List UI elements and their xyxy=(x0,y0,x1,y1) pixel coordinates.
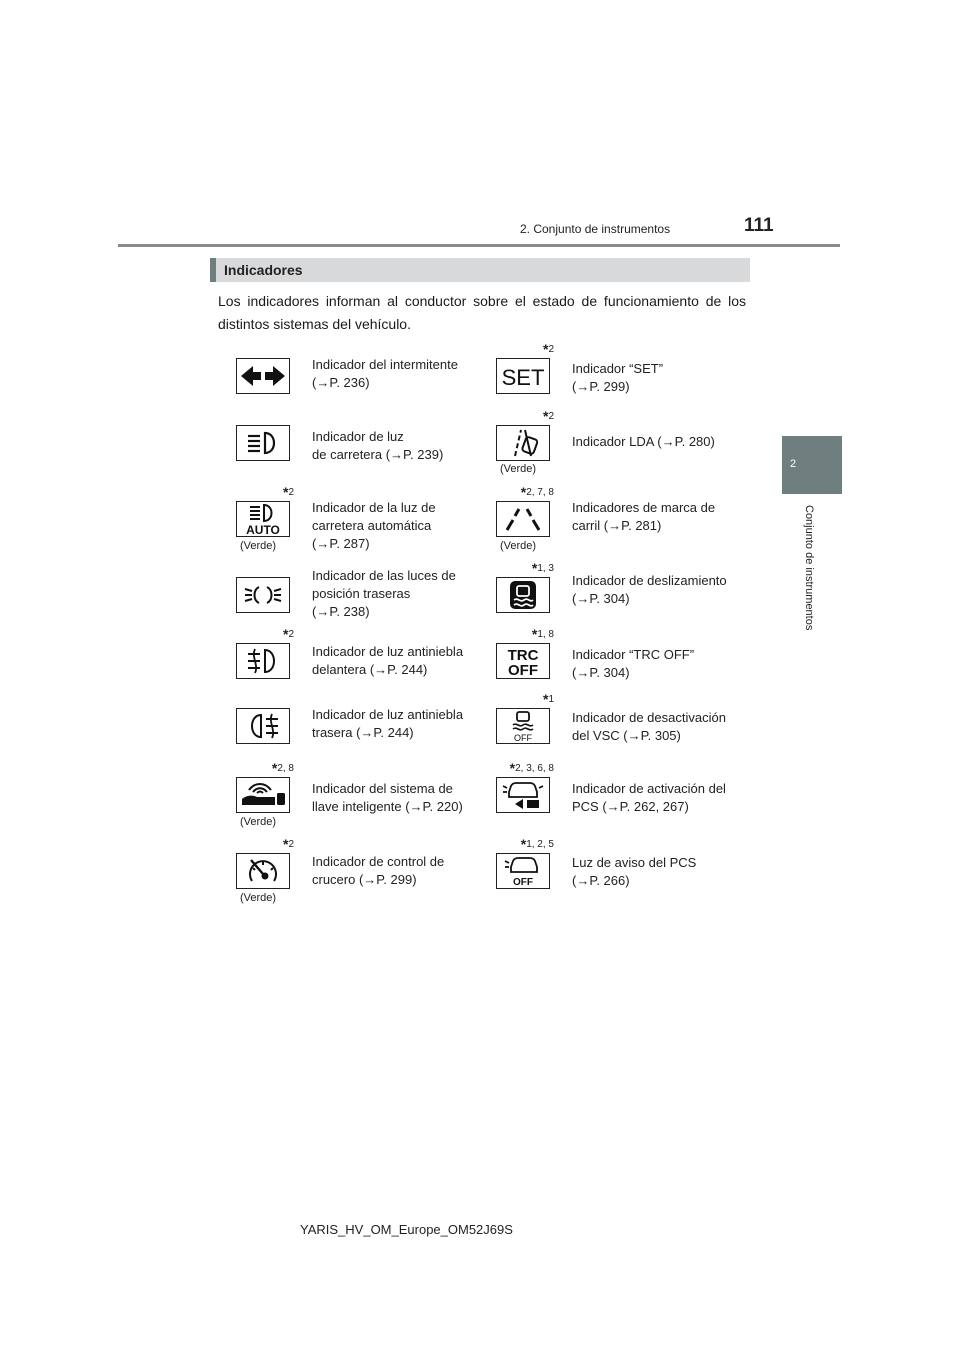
desc-line: PCS (→P. 262, 267) xyxy=(572,799,689,814)
desc-line: carril (→P. 281) xyxy=(572,518,662,533)
desc-front-fog xyxy=(312,643,480,679)
desc-line: Indicador de la luz de xyxy=(312,500,436,515)
desc-line: llave inteligente (→P. 220) xyxy=(312,799,463,814)
desc-line: del VSC (→P. 305) xyxy=(572,728,681,743)
slip-icon xyxy=(496,577,550,613)
page-number: 111 xyxy=(744,215,774,236)
header-rule xyxy=(118,244,840,247)
note-marker: *2, 3, 6, 8 xyxy=(509,760,554,776)
auto-high-beam-icon xyxy=(236,501,290,537)
note-number: 2, 3, 6, 8 xyxy=(515,763,554,774)
turn-signal-icon xyxy=(236,358,290,394)
desc-line: (→P. 238) xyxy=(312,604,370,619)
color-note: (Verde) xyxy=(240,540,277,552)
vsc-off-icon xyxy=(496,708,550,744)
trc-off-icon xyxy=(496,643,550,679)
pcs-icon xyxy=(496,777,550,813)
desc-line: (→P. 304) xyxy=(572,665,630,680)
pcs-off-label: OFF xyxy=(513,877,533,887)
desc-tail-lights xyxy=(312,567,480,621)
desc-line: Indicador “SET” xyxy=(572,361,664,376)
note-number: 2 xyxy=(288,839,294,850)
set-label: SET xyxy=(501,365,545,390)
pcs-warning-icon xyxy=(496,853,550,889)
desc-line: crucero (→P. 299) xyxy=(312,872,417,887)
trc-label: TRC xyxy=(507,647,539,664)
desc-line: posición traseras xyxy=(312,586,411,601)
color-note: (Verde) xyxy=(500,540,537,552)
document-code: YARIS_HV_OM_Europe_OM52J69S xyxy=(300,1222,513,1237)
note-number: 2 xyxy=(548,344,554,355)
desc-line: Indicadores de marca de xyxy=(572,500,716,515)
auto-label: AUTO xyxy=(246,523,280,535)
off-label: OFF xyxy=(508,662,538,677)
running-header: 2. Conjunto de instrumentos xyxy=(520,222,671,236)
desc-line: Luz de aviso del PCS xyxy=(572,855,697,870)
desc-pcs xyxy=(572,780,742,816)
note-marker: *1, 2, 5 xyxy=(520,836,554,852)
note-marker: *1, 3 xyxy=(531,560,554,576)
desc-line: Indicador del sistema de xyxy=(312,781,453,796)
note-marker: *2, 7, 8 xyxy=(520,484,554,500)
color-note: (Verde) xyxy=(500,463,537,475)
desc-line: trasera (→P. 244) xyxy=(312,725,414,740)
desc-line: carretera automática xyxy=(312,518,432,533)
desc-slip xyxy=(572,572,742,608)
color-note: (Verde) xyxy=(240,816,277,828)
section-intro: Los indicadores informan al conductor sobre el estado de funcionamiento de los distintos sistemas del vehículo. xyxy=(218,293,746,332)
note-marker: *2 xyxy=(282,626,294,642)
front-fog-icon xyxy=(236,643,290,679)
note-marker: *1 xyxy=(542,691,554,707)
desc-lda xyxy=(572,433,742,451)
high-beam-icon xyxy=(236,425,290,461)
desc-pcs-warning xyxy=(572,854,742,890)
desc-line: Indicador de luz antiniebla xyxy=(312,644,464,659)
note-number: 1, 2, 5 xyxy=(526,839,554,850)
desc-lane-markers xyxy=(572,499,742,535)
note-number: 2 xyxy=(288,629,294,640)
note-number: 2, 8 xyxy=(277,763,294,774)
note-number: 2 xyxy=(548,411,554,422)
color-note: (Verde) xyxy=(240,892,277,904)
cruise-control-icon xyxy=(236,853,290,889)
desc-line: de carretera (→P. 239) xyxy=(312,447,444,462)
desc-line: Indicador de desactivación xyxy=(572,710,726,725)
note-number: 2, 7, 8 xyxy=(526,487,554,498)
note-marker: *2 xyxy=(282,484,294,500)
tail-light-icon xyxy=(236,577,290,613)
desc-line: Indicador de activación del xyxy=(572,781,726,796)
vsc-off-label: OFF xyxy=(514,733,532,742)
note-marker: *2, 8 xyxy=(271,760,294,776)
desc-line: (→P. 304) xyxy=(572,591,630,606)
lda-icon xyxy=(496,425,550,461)
desc-line: Indicador de las luces de xyxy=(312,568,456,583)
desc-line: Indicador de luz xyxy=(312,429,404,444)
desc-cruise-control xyxy=(312,853,480,889)
desc-rear-fog xyxy=(312,706,480,742)
note-marker: *2 xyxy=(542,408,554,424)
smart-key-icon xyxy=(236,777,290,813)
note-number: 1, 3 xyxy=(537,563,554,574)
desc-line: Indicador LDA (→P. 280) xyxy=(572,434,715,449)
desc-vsc-off xyxy=(572,709,742,745)
desc-line: (→P. 287) xyxy=(312,536,370,551)
note-number: 1, 8 xyxy=(537,629,554,640)
desc-line: Indicador de deslizamiento xyxy=(572,573,727,588)
desc-high-beam xyxy=(312,428,480,464)
lane-marker-icon xyxy=(496,501,550,537)
rear-fog-icon xyxy=(236,708,290,744)
desc-line: (→P. 236) xyxy=(312,375,370,390)
desc-set xyxy=(572,360,742,396)
note-marker: *1, 8 xyxy=(531,626,554,642)
section-title: Indicadores xyxy=(224,262,303,278)
desc-line: (→P. 266) xyxy=(572,873,630,888)
desc-turn-signal xyxy=(312,356,480,392)
note-marker: *2 xyxy=(282,836,294,852)
chapter-tab-number: 2 xyxy=(790,458,797,470)
desc-line: Indicador de control de xyxy=(312,854,445,869)
desc-line: delantera (→P. 244) xyxy=(312,662,428,677)
desc-trc-off xyxy=(572,646,742,682)
desc-auto-high-beam xyxy=(312,499,480,553)
note-number: 1 xyxy=(548,694,554,705)
note-number: 2 xyxy=(288,487,294,498)
desc-line: Indicador del intermitente xyxy=(312,357,458,372)
set-icon xyxy=(496,358,550,394)
desc-line: (→P. 299) xyxy=(572,379,630,394)
desc-line: Indicador “TRC OFF” xyxy=(572,647,695,662)
chapter-side-label: Conjunto de instrumentos xyxy=(803,505,815,631)
note-marker: *2 xyxy=(542,341,554,357)
section-bar-accent xyxy=(210,258,216,282)
desc-smart-key xyxy=(312,780,480,816)
desc-line: Indicador de luz antiniebla xyxy=(312,707,464,722)
